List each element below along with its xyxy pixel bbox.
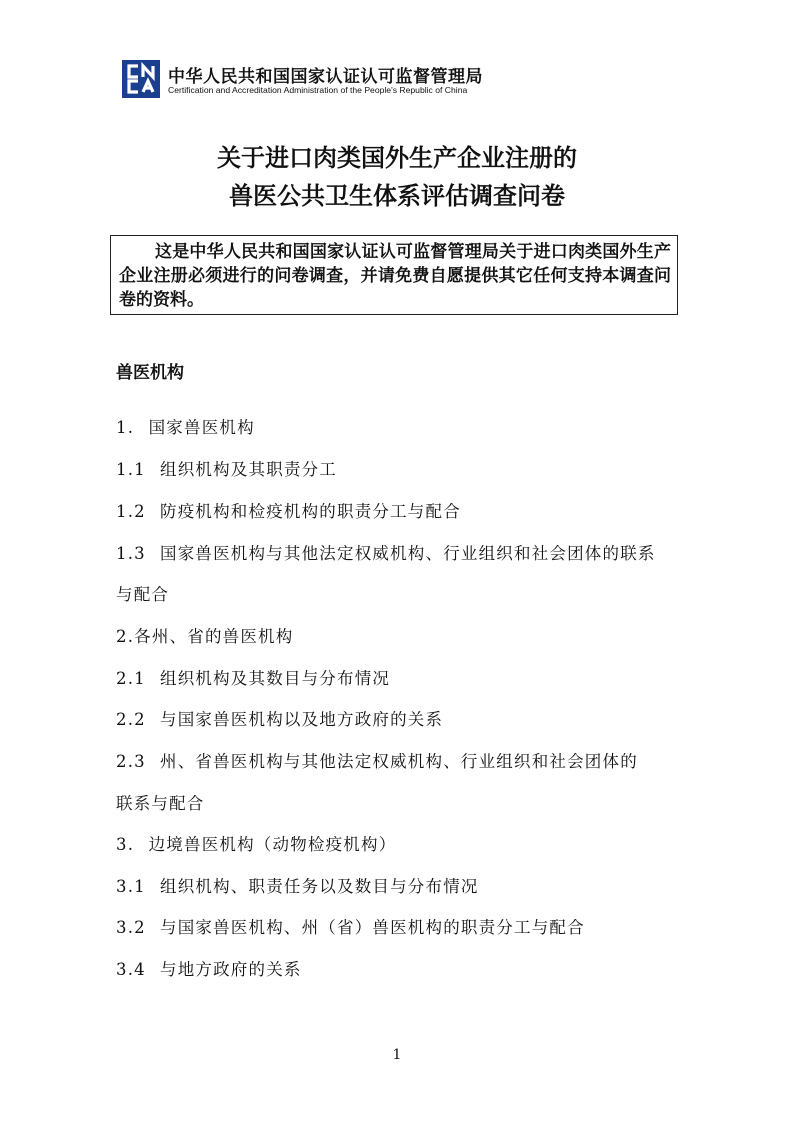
item-text: 防疫机构和检疫机构的职责分工与配合: [160, 502, 461, 521]
item-text: 组织机构、职责任务以及数目与分布情况: [160, 877, 479, 896]
letterhead: [122, 58, 542, 102]
notice-box: [110, 235, 678, 315]
item-text: 国家兽医机构与其他法定权威机构、行业组织和社会团体的联系: [160, 544, 656, 563]
item-number: 2.2: [116, 710, 146, 729]
outline-item-continuation: [116, 790, 205, 814]
outline-item: [116, 540, 656, 564]
item-text: 与配合: [116, 585, 170, 604]
item-number: 1.2: [116, 502, 146, 521]
outline-item: [116, 456, 337, 480]
item-number: 1.: [116, 418, 135, 437]
outline-item: [116, 665, 390, 689]
item-text: 联系与配合: [116, 794, 205, 813]
document-title-line-1: 关于进口肉类国外生产企业注册的: [217, 144, 577, 172]
outline-item: [116, 873, 479, 897]
item-number: 1.1: [116, 460, 146, 479]
item-text: 与国家兽医机构、州（省）兽医机构的职责分工与配合: [160, 918, 585, 937]
item-text: 边境兽医机构（动物检疫机构）: [148, 835, 397, 854]
outline-item: [116, 414, 255, 438]
outline-item: [116, 831, 396, 855]
outline-item: [116, 748, 638, 772]
notice-text: 这是中华人民共和国国家认证认可监督管理局关于进口肉类国外生产企业注册必须进行的问卷调查，并请免费自愿提供其它任何支持本调查问卷的资料。: [119, 242, 671, 310]
item-text: 与国家兽医机构以及地方政府的关系: [160, 710, 444, 729]
item-number: 2.: [116, 627, 135, 646]
item-number: 2.1: [116, 669, 146, 688]
item-text: 各州、省的兽医机构: [134, 627, 294, 646]
org-name-english: Certification and Accreditation Administration of the People's Republic of China: [168, 85, 468, 95]
item-number: 1.3: [116, 544, 146, 563]
item-number: 3.1: [116, 877, 146, 896]
outline-item: [116, 956, 302, 980]
page-number: 1: [392, 1047, 402, 1063]
item-number: 3.4: [116, 960, 146, 979]
org-name-chinese: 中华人民共和国国家认证认可监督管理局: [168, 67, 483, 87]
item-text: 组织机构及其职责分工: [160, 460, 337, 479]
cnca-logo-icon: [122, 60, 160, 98]
item-text: 国家兽医机构: [148, 418, 255, 437]
document-title-line-2: 兽医公共卫生体系评估调查问卷: [229, 182, 565, 210]
outline-item-continuation: [116, 581, 169, 605]
item-text: 州、省兽医机构与其他法定权威机构、行业组织和社会团体的: [160, 752, 638, 771]
item-text: 组织机构及其数目与分布情况: [160, 669, 391, 688]
outline-item: [116, 623, 293, 647]
item-number: 2.3: [116, 752, 146, 771]
item-number: 3.: [116, 835, 135, 854]
item-text: 与地方政府的关系: [160, 960, 302, 979]
outline-item: [116, 706, 443, 730]
outline-item: [116, 914, 585, 938]
item-number: 3.2: [116, 918, 146, 937]
outline-item: [116, 498, 461, 522]
section-heading: 兽医机构: [116, 363, 184, 383]
